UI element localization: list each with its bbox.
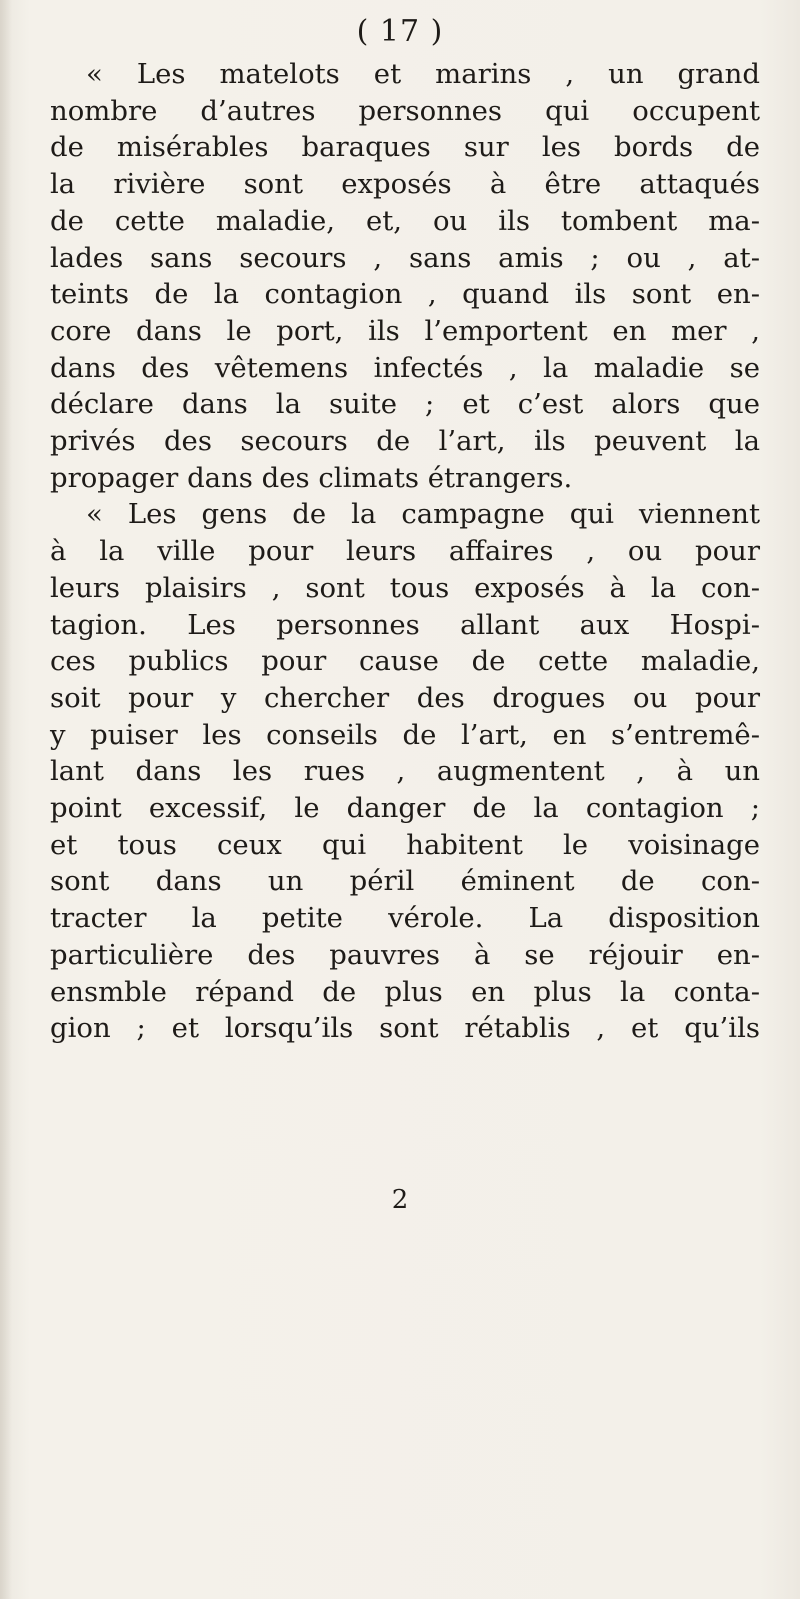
text-line: la rivière sont exposés à être attaqués [50, 168, 760, 201]
text-line: lant dans les rues , augmentent , à un [50, 755, 760, 788]
paragraph-end-line: propager dans des climats étrangers. [50, 461, 573, 494]
text-line: gion ; et lorsqu’ils sont rétablis , et qu’ils [50, 1012, 760, 1045]
text-line: déclare dans la suite ; et c’est alors que [50, 388, 760, 421]
text-line: nombre d’autres personnes qui occupent [50, 94, 760, 127]
text-line: de misérables baraques sur les bords de [50, 131, 760, 164]
text-line: particulière des pauvres à se réjouir en- [50, 938, 760, 971]
signature-mark: 2 [391, 1185, 409, 1215]
text-line: privés des secours de l’art, ils peuvent la [50, 425, 760, 458]
text-line: dans des vêtemens infectés , la maladie se [50, 351, 760, 384]
text-line: leurs plaisirs , sont tous exposés à la con- [50, 571, 760, 604]
text-line: tracter la petite vérole. La disposition [50, 902, 760, 935]
text-line: teints de la contagion , quand ils sont en- [50, 278, 760, 311]
text-line: soit pour y chercher des drogues ou pour [50, 681, 760, 714]
text-line: « Les gens de la campagne qui viennent [86, 498, 760, 531]
text-line: tagion. Les personnes allant aux Hospi- [50, 608, 760, 641]
text-line: lades sans secours , sans amis ; ou , at- [50, 241, 760, 274]
text-line: ensmble répand de plus en plus la conta- [50, 975, 760, 1008]
text-line: y puiser les conseils de l’art, en s’entremê- [50, 718, 760, 751]
page-number: ( 17 ) [356, 14, 444, 49]
binding-edge-shadow [0, 0, 12, 1599]
text-line: sont dans un péril éminent de con- [50, 865, 760, 898]
text-line: core dans le port, ils l’emportent en mer , [50, 314, 760, 347]
text-line: « Les matelots et marins , un grand [86, 58, 760, 90]
body-text [50, 56, 760, 1047]
text-line: et tous ceux qui habitent le voisinage [50, 828, 760, 861]
text-line: point excessif, le danger de la contagion ; [50, 792, 760, 825]
text-line: de cette maladie, et, ou ils tombent ma- [50, 204, 760, 237]
text-line: ces publics pour cause de cette maladie, [50, 645, 760, 678]
text-line: à la ville pour leurs affaires , ou pour [50, 535, 760, 568]
